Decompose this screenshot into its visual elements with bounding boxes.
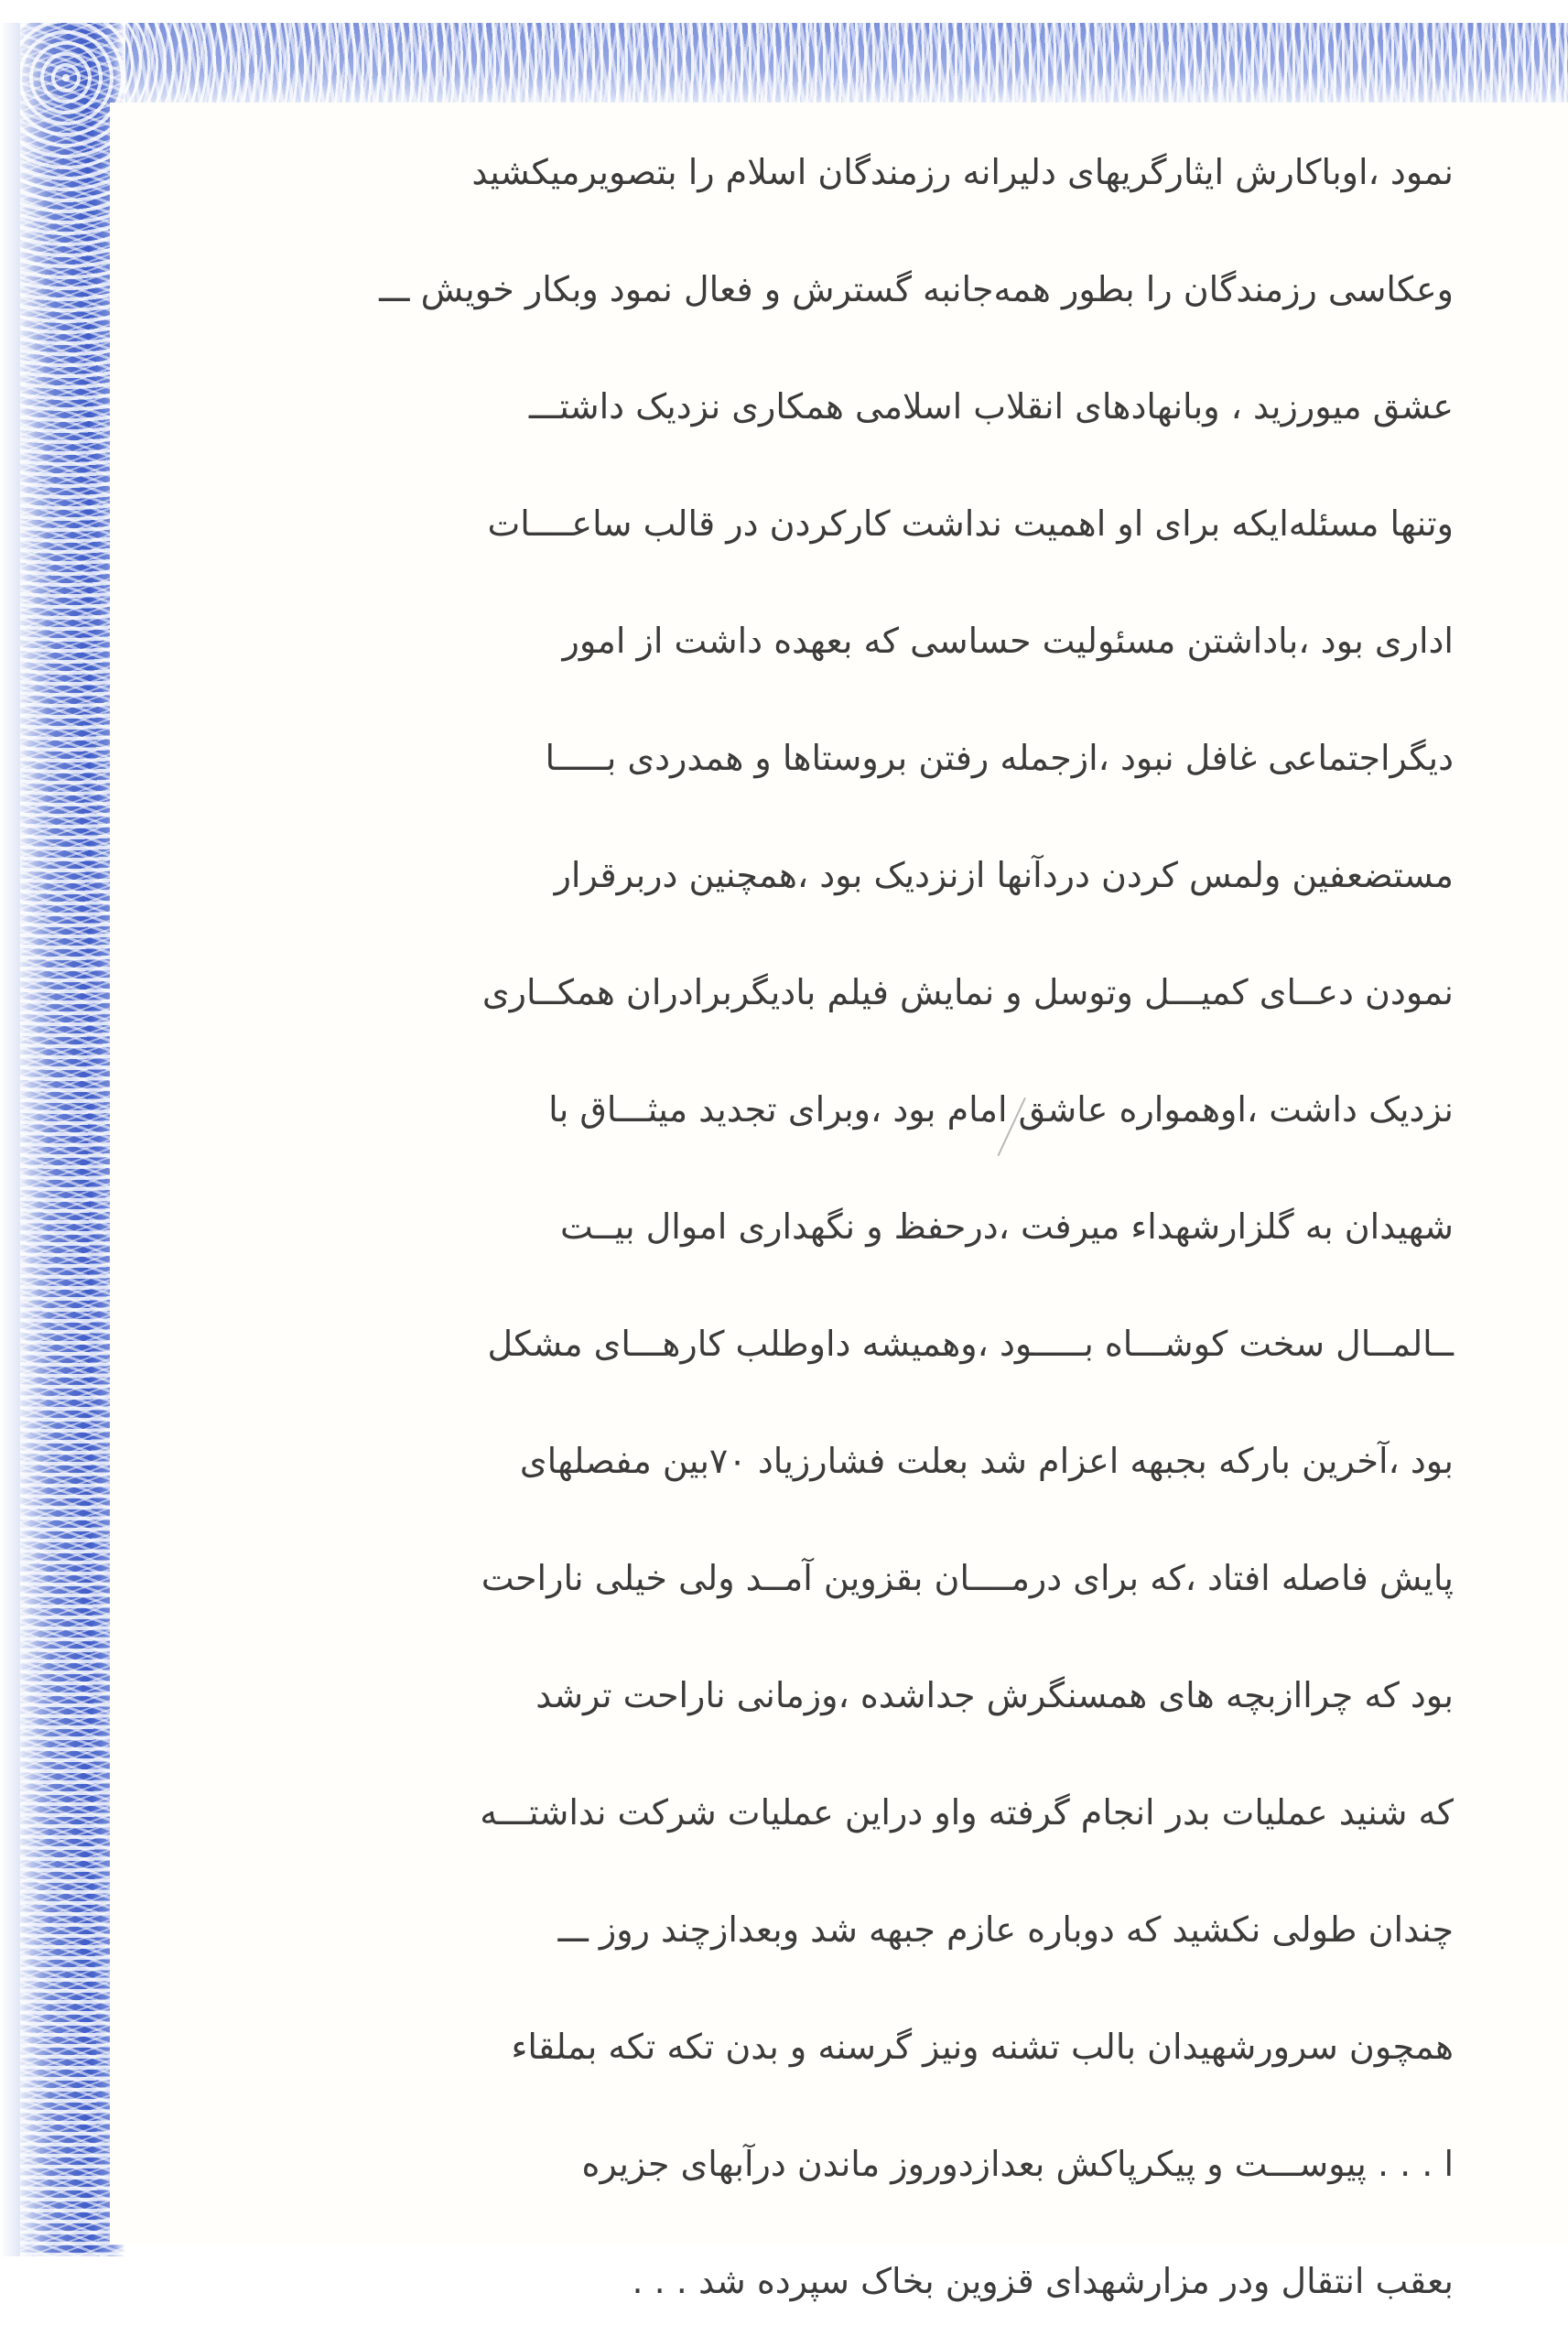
text-line: دیگراجتماعی غافل نبود ،ازجمله رفتن بروستاها و همدردی بـــــا: [545, 738, 1454, 778]
text-line: وتنها مسئله‌ایکه برای او اهمیت نداشت کارکردن در قالب ساعــــات: [487, 503, 1454, 544]
text-line: نمودن دعــای کمیـــل وتوسل و نمایش فیلم بادیگربرادران همکــاری: [481, 972, 1454, 1012]
document-body: [135, 128, 1454, 2310]
text-line: همچون سرورشهیدان بالب تشنه ونیز گرسنه و بدن تکه تکه بملقاء: [511, 2027, 1454, 2067]
text-line: نمود ،اوباکارش ایثارگریهای دلیرانه رزمندگان اسلام را بتصویرمیکشید: [471, 152, 1454, 192]
text-line: ــالمــال سخت کوشـــاه بـــــود ،وهمیشه داوطلب کارهـــای مشکل: [487, 1324, 1454, 1364]
text-line: پایش فاصله افتاد ،که برای درمــــان بقزوین آمــد ولی خیلی ناراحت: [481, 1558, 1454, 1598]
text-line: بود ،آخرین بارکه بجبهه اعزام شد بعلت فشارزیاد ۷۰بین مفصلهای: [519, 1441, 1454, 1481]
text-line: که شنید عملیات بدر انجام گرفته واو دراین عملیات شرکت نداشتـــه: [480, 1792, 1454, 1833]
text-line: نزدیک داشت ،اوهمواره عاشق امام بود ،وبرای تجدید میثـــاق با: [548, 1089, 1454, 1130]
text-line: چندان طولی نکشید که دوباره عازم جبهه شد وبعدازچند روز ـــ: [557, 1909, 1454, 1950]
text-line: شهیدان به گلزارشهداء میرفت ،درحفظ و نگهداری اموال بیــت: [559, 1206, 1454, 1247]
text-line: ا . . . پیوســـت و پیکرپاکش بعدازدوروز ماندن درآبهای جزیره: [581, 2144, 1454, 2184]
text-line: عشق میورزید ، وبانهادهای انقلاب اسلامی همکاری نزدیک داشتـــ: [528, 386, 1454, 427]
text-line: مستضعفین ولمس کردن دردآنها ازنزدیک بود ،همچنین دربرقرار: [554, 855, 1454, 895]
decorative-top-border: [37, 23, 1568, 110]
page-edge: [0, 23, 22, 2256]
text-line: بود که چراازبچه های همسنگرش جداشده ،وزمانی ناراحت ترشد: [535, 1675, 1454, 1715]
text-line: بعقب انتقال ودر مزارشهدای قزوین بخاک سپرده شد . . .: [632, 2261, 1454, 2301]
text-line: اداری بود ،باداشتن مسئولیت حساسی که بعهده داشت از امور: [562, 621, 1454, 661]
text-line: وعکاسی رزمندگان را بطور همه‌جانبه گسترش و فعال نمود وبکار خویش ـــ: [379, 269, 1454, 309]
